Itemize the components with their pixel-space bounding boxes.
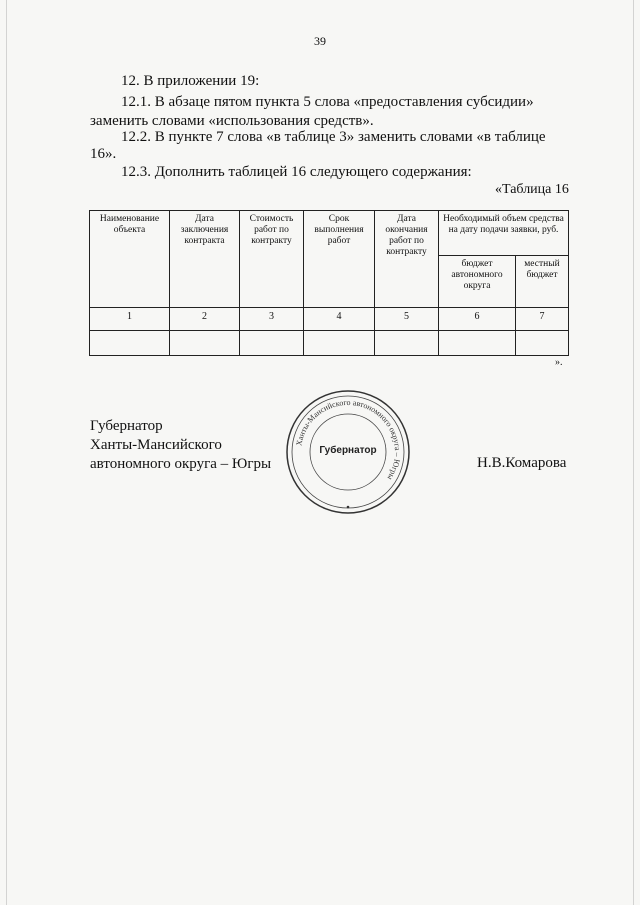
- scan-edge-right: [633, 0, 634, 905]
- column-number: 5: [375, 308, 439, 331]
- empty-cell: [304, 331, 375, 356]
- header-work-period: Срок выполнения работ: [304, 211, 375, 308]
- closing-quote: ».: [555, 357, 563, 368]
- column-number: 6: [439, 308, 516, 331]
- paragraph-12-3: 12.3. Дополнить таблицей 16 следующего содержания:: [121, 164, 472, 180]
- amendment-table: [89, 210, 569, 356]
- table-number-row: [90, 308, 569, 331]
- table-empty-row: [90, 331, 569, 356]
- empty-cell: [90, 331, 170, 356]
- seal-dot: [347, 506, 350, 509]
- empty-cell: [439, 331, 516, 356]
- empty-cell: [240, 331, 304, 356]
- table-caption: «Таблица 16: [495, 182, 569, 197]
- column-number: 1: [90, 308, 170, 331]
- seal-center-text: Губернатор: [319, 445, 377, 456]
- subheader-local-budget: местный бюджет: [516, 256, 569, 308]
- column-number: 4: [304, 308, 375, 331]
- header-contract-date: Дата заключения контракта: [170, 211, 240, 308]
- paragraph-12-2-line2: 16».: [90, 146, 117, 162]
- header-object-name: Наименование объекта: [90, 211, 170, 308]
- signatory-name: Н.В.Комарова: [477, 455, 567, 471]
- column-number: 3: [240, 308, 304, 331]
- column-number: 2: [170, 308, 240, 331]
- paragraph-12-1-line2: заменить словами «использования средств».: [90, 113, 374, 129]
- page-number: 39: [314, 34, 326, 48]
- scan-edge-left: [6, 0, 7, 905]
- empty-cell: [170, 331, 240, 356]
- header-work-end-date: Дата окончания работ по контракту: [375, 211, 439, 308]
- subheader-okrug-budget: бюджет автономного округа: [439, 256, 516, 308]
- signature-block: [90, 417, 271, 474]
- column-number: 7: [516, 308, 569, 331]
- header-required-funds: Необходимый объем средства на дату подачи заявки, руб.: [439, 211, 569, 256]
- paragraph-12-1-line1: 12.1. В абзаце пятом пункта 5 слова «предоставления субсидии»: [121, 94, 534, 110]
- official-seal: [284, 388, 412, 516]
- empty-cell: [516, 331, 569, 356]
- signature-title-line3: автономного округа – Югры: [90, 456, 272, 472]
- empty-cell: [375, 331, 439, 356]
- paragraph-12-2-line1: 12.2. В пункте 7 слова «в таблице 3» заменить словами «в таблице: [121, 129, 546, 145]
- paragraph-12: 12. В приложении 19:: [121, 73, 260, 89]
- seal-ring-text: Ханты-Мансийского автономного округа – Югры: [294, 397, 403, 482]
- signature-title-line2: Ханты-Мансийского: [90, 437, 222, 453]
- table-header-row: [90, 211, 569, 256]
- signature-title-line1: Губернатор: [90, 418, 163, 434]
- header-contract-cost: Стоимость работ по контракту: [240, 211, 304, 308]
